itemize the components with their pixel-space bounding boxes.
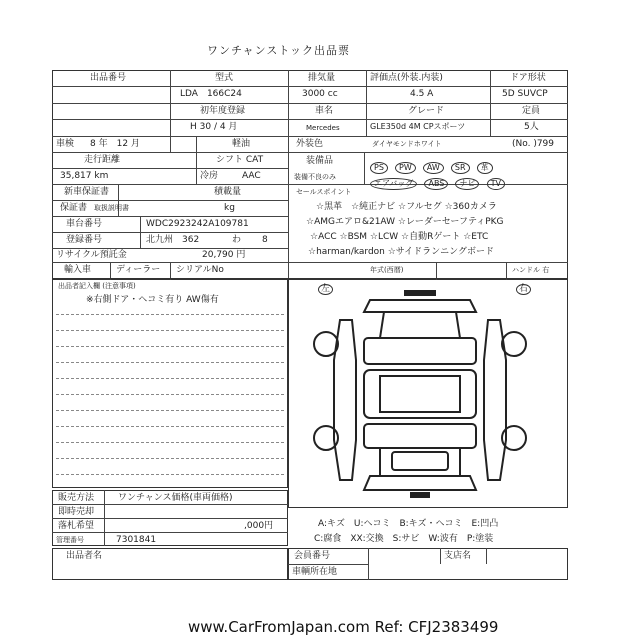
shift-label: シフト CAT xyxy=(216,155,264,165)
sales-point-3: ☆ACC ☆BSM ☆LCW ☆自動Rゲート ☆ETC xyxy=(310,232,489,242)
handle-label: ハンドル 右 xyxy=(512,266,550,274)
sales-point-label: セールスポイント xyxy=(296,188,352,196)
branch-label: 支店名 xyxy=(444,551,472,561)
fuel-label: 軽油 xyxy=(232,139,251,149)
equip-tv: TV xyxy=(487,178,505,190)
door-label: ドア形状 xyxy=(510,73,546,83)
notes-line-1: ※右側ドア・ヘコミ有り AW傷有 xyxy=(86,295,219,305)
plate-class: 362 xyxy=(182,235,200,245)
equip-pw: PW xyxy=(395,162,416,174)
sales-point-4: ☆harman/kardon ☆サイドランニングボード xyxy=(308,247,495,257)
grade-label: グレード xyxy=(408,106,445,116)
equipment-row-2 xyxy=(370,171,507,190)
equip-sr: SR xyxy=(451,162,470,174)
vehicle-location-label: 車輌所在地 xyxy=(292,567,338,577)
watermark-text: www.CarFromJapan.com Ref: CFJ2383499 xyxy=(188,618,499,636)
first-registration-label: 初年度登録 xyxy=(200,106,246,116)
import-label: 輸入車 xyxy=(64,265,92,275)
recycle-value: 20,790 円 xyxy=(202,250,246,260)
form-title: ワンチャンストック出品票 xyxy=(207,44,351,57)
legend-line-2: C:腐食 XX:交換 S:サビ W:波有 P:塗装 xyxy=(314,534,494,544)
instant-sale-label: 即時売却 xyxy=(58,507,95,517)
exterior-color-label: 外装色 xyxy=(296,139,324,149)
model-label: 型式 xyxy=(215,73,234,83)
car-name-label: 車名 xyxy=(315,106,334,116)
load-capacity-label: 積載量 xyxy=(214,187,242,197)
equipment-label: 装備品 xyxy=(306,156,334,166)
notes-header: 出品者記入欄 (注意事項) xyxy=(58,282,136,290)
equip-aw: AW xyxy=(423,162,444,174)
warranty-label: 保証書 xyxy=(60,203,88,213)
sales-point-1: ☆黒革 ☆純正ナビ ☆フルセグ ☆360カメラ xyxy=(316,202,497,212)
mileage-value: 35,817 km xyxy=(60,171,109,181)
recycle-label: リサイクル預託金 xyxy=(56,250,127,260)
displacement-value: 3000 cc xyxy=(302,89,338,99)
model-value: LDA 166C24 xyxy=(180,89,242,99)
legend-line-1: A:キズ U:ヘコミ B:キズ・ヘコミ E:凹凸 xyxy=(318,519,499,529)
color-code: (No. )799 xyxy=(512,139,555,149)
door-value: 5D SUVCP xyxy=(502,89,548,99)
reference-value: 7301841 xyxy=(116,535,157,545)
ac-value: AAC xyxy=(242,171,261,181)
ac-label: 冷房 xyxy=(200,171,219,181)
capacity-value: 5人 xyxy=(524,122,539,132)
exhibitor-label: 出品者名 xyxy=(66,551,103,561)
first-registration-value: H 30 / 4 月 xyxy=(190,122,238,132)
reference-label: 管理番号 xyxy=(56,536,84,544)
mileage-label: 走行距離 xyxy=(84,155,121,165)
equip-leather: 革 xyxy=(477,162,493,174)
car-name-value: Mercedes xyxy=(306,124,340,132)
hope-price-unit: ,000円 xyxy=(244,521,274,531)
new-car-warranty-label: 新車保証書 xyxy=(64,187,110,197)
exterior-color-value: ダイヤモンドホワイト xyxy=(372,140,442,148)
inspection-value: 8 年 12 月 xyxy=(90,139,140,149)
vin-label: 車台番号 xyxy=(66,219,103,229)
equip-ps: PS xyxy=(370,162,388,174)
sales-point-2: ☆AMGエアロ&21AW ☆レーダーセーフティPKG xyxy=(306,217,504,227)
equip-abs: ABS xyxy=(424,178,448,190)
plate-label: 登録番号 xyxy=(66,235,103,245)
equip-navi: ナビ xyxy=(455,178,479,190)
sales-method-value: ワンチャンス価格(車両価格) xyxy=(118,493,233,503)
capacity-label: 定員 xyxy=(522,106,541,116)
equipment-defect-label: 装備不良のみ xyxy=(294,173,336,181)
notes-box xyxy=(52,278,288,488)
diagram-right-label: 右 xyxy=(516,284,531,295)
diagram-left-label: 左 xyxy=(318,284,333,295)
equip-airbag: エアバッグ xyxy=(370,178,417,190)
vin-value: WDC2923242A109781 xyxy=(146,219,249,229)
plate-kana: わ xyxy=(232,235,242,245)
sales-method-label: 販売方法 xyxy=(58,493,95,503)
plate-number: 8 xyxy=(262,235,268,245)
manual-label: 取扱説明書 xyxy=(94,204,129,212)
plate-region: 北九州 xyxy=(146,235,174,245)
score-label: 評価点(外装.内装) xyxy=(370,73,443,83)
inspection-label: 車検 xyxy=(56,139,75,149)
car-damage-diagram xyxy=(300,290,540,500)
load-unit: kg xyxy=(224,203,235,213)
member-number-label: 会員番号 xyxy=(294,551,331,561)
model-year-label: 年式(西暦) xyxy=(370,266,404,274)
item-number-label: 出品番号 xyxy=(90,73,127,83)
score-value: 4.5 A xyxy=(410,89,434,99)
hope-price-label: 落札希望 xyxy=(58,521,95,531)
serial-label: シリアルNo xyxy=(176,265,224,275)
dealer-label: ディーラー xyxy=(116,265,161,275)
grade-value: GLE350d 4M CPスポーツ xyxy=(370,122,466,131)
displacement-label: 排気量 xyxy=(308,73,336,83)
